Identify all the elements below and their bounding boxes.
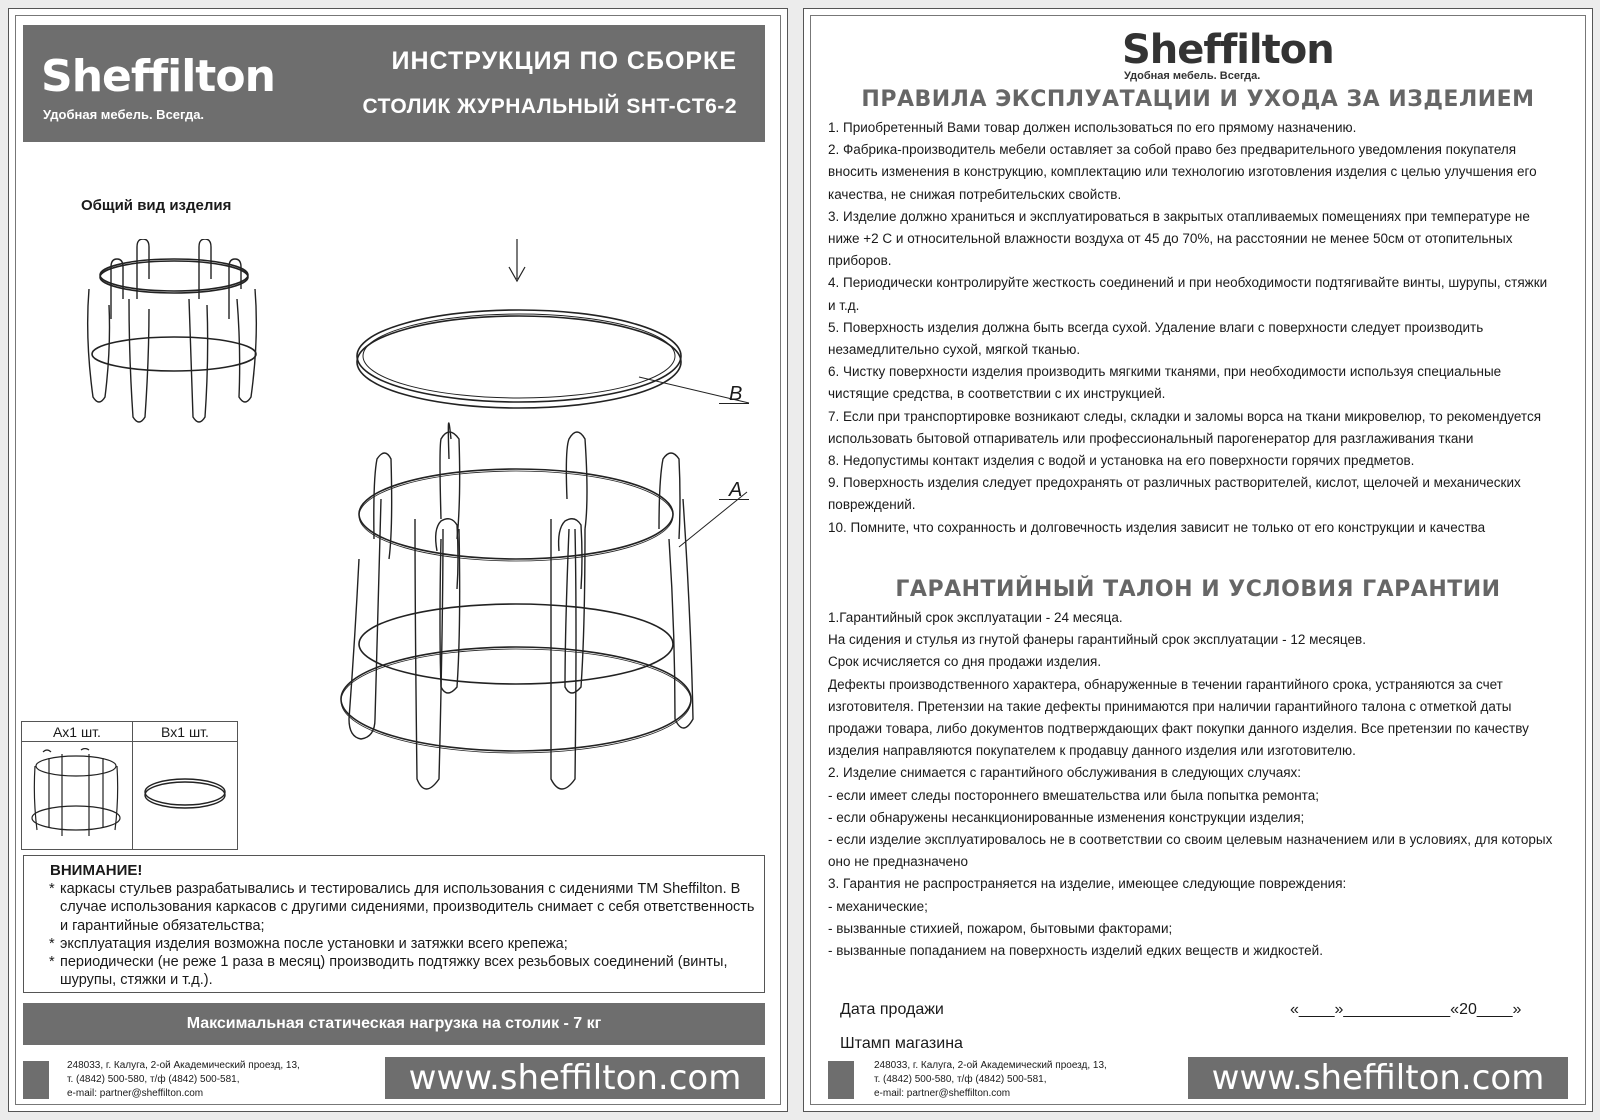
warning-title: ВНИМАНИЕ! xyxy=(50,862,143,879)
brand-logo: Sheffilton xyxy=(41,51,275,102)
instruction-page xyxy=(8,8,788,1112)
arrow-down-icon xyxy=(507,239,527,284)
rule-item: 9. Поверхность изделия следует предохранять от различных растворителей, кислот, щелочей и механических повреждений. xyxy=(828,475,1521,513)
part-a-callout: A xyxy=(729,479,743,501)
warranty-item: - механические; xyxy=(828,898,928,914)
warning-item: * периодически (не реже 1 раза в месяц) производить подтяжку всех резьбовых соединений (винты, шурупы, стяжки и т.д.). xyxy=(50,953,764,989)
warranty-terms xyxy=(828,607,1558,962)
warning-item: * эксплуатация изделия возможна после установки и затяжки всего крепежа; xyxy=(50,935,764,953)
care-rules-list xyxy=(828,117,1558,539)
warranty-item: - если имеет следы постороннего вмешательства или была попытка ремонта; xyxy=(828,787,1319,803)
warning-box xyxy=(23,855,765,993)
general-view-label: Общий вид изделия xyxy=(81,197,232,214)
address-line: 248033, г. Калуга, 2-ой Академический проезд, 13, xyxy=(874,1060,1107,1071)
max-load-banner: Максимальная статическая нагрузка на столик - 7 кг xyxy=(23,1003,765,1045)
instruction-header xyxy=(23,25,765,142)
warranty-heading: ГАРАНТИЙНЫЙ ТАЛОН И УСЛОВИЯ ГАРАНТИИ xyxy=(895,577,1501,602)
warranty-item: - если изделие эксплуатировалось не в соответствии со своим целевым назначением или в условиях, для которых оно не предназначено xyxy=(828,832,1553,870)
warranty-item: - вызванные стихией, пожаром, бытовыми факторами; xyxy=(828,920,1173,936)
company-address xyxy=(67,1059,300,1101)
rule-item: 4. Периодически контролируйте жесткость соединений и при необходимости подтягивайте винты, шурупы, стяжки и т.д. xyxy=(828,275,1548,313)
brand-logo: Sheffilton xyxy=(1122,27,1334,73)
care-rules-heading: ПРАВИЛА ЭКСПЛУАТАЦИИ И УХОДА ЗА ИЗДЕЛИЕМ xyxy=(861,87,1535,112)
company-address xyxy=(874,1059,1107,1101)
instruction-title: ИНСТРУКЦИЯ ПО СБОРКЕ xyxy=(391,47,737,75)
store-stamp-label: Штамп магазина xyxy=(840,1035,963,1052)
sale-date-field[interactable]: «____»____________«20____» xyxy=(1290,1001,1522,1018)
assembly-drawing xyxy=(329,299,769,839)
address-line: 248033, г. Калуга, 2-ой Академический проезд, 13, xyxy=(67,1060,300,1071)
warranty-item: На сидения и стулья из гнутой фанеры гарантийный срок эксплуатации - 12 месяцев. xyxy=(828,632,1366,648)
rule-item: 1. Приобретенный Вами товар должен использоваться по его прямому назначению. xyxy=(828,120,1357,135)
brand-logo-block xyxy=(1122,27,1334,82)
warning-item: * каркасы стульев разрабатывались и тестировались для использования с сидениями ТМ Sheffilton. В случае использования каркасов с другими сидениями, производитель снимает с себя ответственность и гарантийные обязательства; xyxy=(50,880,764,935)
phone-line: т. (4842) 500-580, т/ф (4842) 500-581, xyxy=(874,1074,1047,1085)
warranty-item: 3. Гарантия не распространяется на изделие, имеющее следующие повреждения: xyxy=(828,876,1347,892)
tabletop-b-icon xyxy=(140,774,230,814)
warranty-item: 2. Изделие снимается с гарантийного обслуживания в следующих случаях: xyxy=(828,765,1302,781)
email-line: e-mail: partner@sheffilton.com xyxy=(874,1088,1011,1099)
part-b-label: Вx1 шт. xyxy=(132,722,237,742)
warranty-item: - если обнаружены несанкционированные изменения конструкции изделия; xyxy=(828,809,1305,825)
phone-line: т. (4842) 500-580, т/ф (4842) 500-581, xyxy=(67,1074,240,1085)
brand-tagline: Удобная мебель. Всегда. xyxy=(1124,70,1261,82)
care-warranty-page xyxy=(803,8,1593,1112)
email-line: e-mail: partner@sheffilton.com xyxy=(67,1088,204,1099)
rule-item: 6. Чистку поверхности изделия производить мягкими тканями, при необходимости используя специальные чистящие средства, в соответствии с их инструкцией. xyxy=(828,364,1502,402)
part-b-image xyxy=(132,742,237,850)
callout-line-a xyxy=(719,499,749,500)
part-a-image xyxy=(22,742,133,850)
part-b-callout: B xyxy=(729,383,743,405)
general-view-drawing xyxy=(79,239,269,434)
website-link[interactable]: www.sheffilton.com xyxy=(1188,1057,1568,1099)
rule-item: 5. Поверхность изделия должна быть всегда сухой. Удаление влаги с поверхности следует производить незамедлительно сухой, мягкой тканью. xyxy=(828,319,1484,358)
rule-item: 10. Помните, что сохранность и долговечность изделия зависит не только от его конструкции и качества xyxy=(828,519,1486,535)
parts-table xyxy=(21,721,238,850)
sale-date-label: Дата продажи xyxy=(840,1001,944,1018)
part-a-label: Аx1 шт. xyxy=(22,722,133,742)
footer-square xyxy=(828,1061,854,1099)
warranty-item: - вызванные попаданием на поверхность изделий едких веществ и жидкостей. xyxy=(828,943,1323,959)
brand-tagline: Удобная мебель. Всегда. xyxy=(43,107,205,122)
warranty-item: Срок исчисляется со дня продажи изделия. xyxy=(828,654,1102,670)
website-link[interactable]: www.sheffilton.com xyxy=(385,1057,765,1099)
footer-square xyxy=(23,1061,49,1099)
rule-item: 3. Изделие должно храниться и эксплуатироваться в закрытых отапливаемых помещениях при температуре не ниже +2 С и относительной влажности воздуха от 45 до 70%, на расстоянии не менее 50см от отопительных приборов. xyxy=(828,208,1530,269)
frame-a-icon xyxy=(29,748,124,840)
rule-item: 7. Если при транспортировке возникают следы, складки и заломы ворса на ткани микровелюр, то рекомендуется использовать бытовой отпариватель или профессиональный парогенератор для разглаживания ткани xyxy=(828,408,1542,446)
callout-line-b xyxy=(719,403,749,404)
warranty-item: Дефекты производственного характера, обнаруженные в течении гарантийного срока, устраняются за счет изготовителя. Претензии на такие дефекты принимаются при наличии гарантийного талона с отметкой даты продажи товара, либо документов подтверждающих факт покупки данного изделия. Все претензии по качеству изделия направляются покупателем к продавцу данного изделия или изготовителю. xyxy=(828,676,1529,759)
rule-item: 8. Недопустимы контакт изделия с водой и установка на его поверхности горячих предметов. xyxy=(828,453,1415,469)
rule-item: 2. Фабрика-производитель мебели оставляет за собой право без предварительного уведомления покупателя вносить изменения в конструкцию, комплектацию или технологию изготовления изделия с целью улучшения его качества, не снижая потребительских свойств. xyxy=(828,142,1537,202)
product-title: СТОЛИК ЖУРНАЛЬНЫЙ SHT-CT6-2 xyxy=(362,95,737,118)
warranty-item: 1.Гарантийный срок эксплуатации - 24 месяца. xyxy=(828,610,1123,625)
